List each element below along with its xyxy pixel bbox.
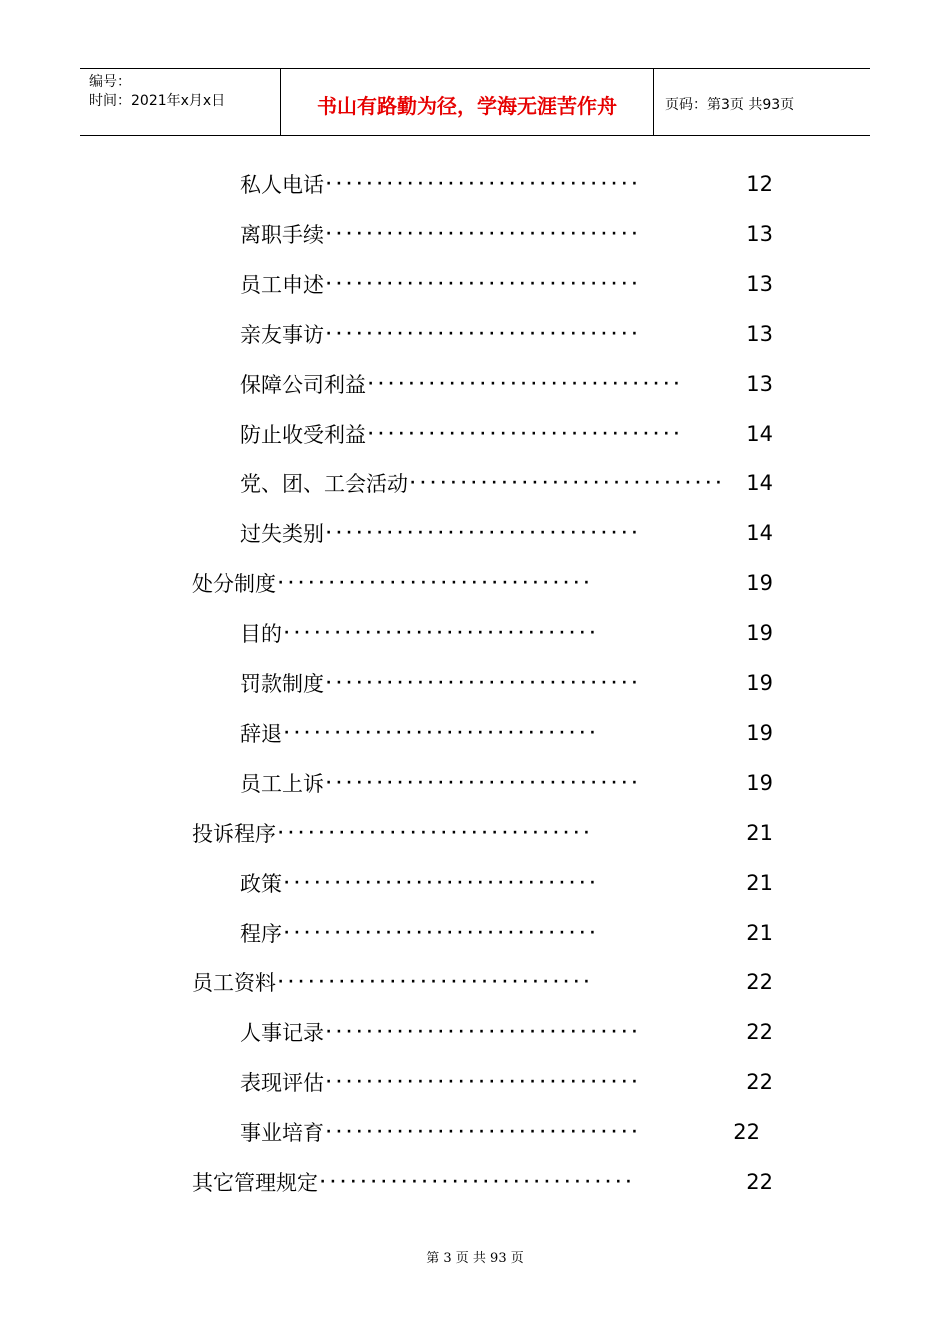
dot-leader: · · · · · · · · · · · · · · · · · · · · · · · · · · · · · · ·	[326, 525, 638, 541]
toc-entry-title: 辞退	[240, 722, 282, 746]
toc-entry-page-number: 21	[746, 871, 773, 895]
toc-entry[interactable]	[240, 369, 773, 399]
dot-leader: · · · · · · · · · · · · · · · · · · · · · · · · · · · · · · ·	[326, 226, 638, 242]
dot-leader: · · · · · · · · · · · · · · · · · · · · · · · · · · · · · · ·	[326, 1124, 638, 1140]
toc-entry-title: 私人电话	[240, 173, 324, 197]
toc-entry-page-number: 13	[746, 222, 773, 246]
dot-leader: · · · · · · · · · · · · · · · · · · · · · · · · · · · · · · ·	[326, 276, 638, 292]
toc-entry[interactable]	[192, 967, 773, 997]
dot-leader: · · · · · · · · · · · · · · · · · · · · · · · · · · · · · · ·	[368, 376, 680, 392]
toc-entry[interactable]	[240, 768, 773, 798]
toc-entry-page-number: 22	[746, 1070, 773, 1094]
toc-entry[interactable]	[192, 818, 773, 848]
toc-entry[interactable]	[240, 468, 773, 498]
toc-entry-title: 其它管理规定	[192, 1171, 318, 1195]
toc-entry-page-number: 13	[746, 372, 773, 396]
toc-entry-title: 防止收受利益	[240, 423, 366, 447]
dot-leader: · · · · · · · · · · · · · · · · · · · · · · · · · · · · · · ·	[326, 675, 638, 691]
toc-entry-title: 员工上诉	[240, 772, 324, 796]
dot-leader: · · · · · · · · · · · · · · · · · · · · · · · · · · · · · · ·	[320, 1174, 632, 1190]
toc-entry-title: 亲友事访	[240, 323, 324, 347]
toc-entry-page-number: 13	[746, 272, 773, 296]
toc-entry-title: 政策	[240, 872, 282, 896]
dot-leader: · · · · · · · · · · · · · · · · · · · · · · · · · · · · · · ·	[278, 974, 590, 990]
toc-entry-page-number: 13	[746, 322, 773, 346]
toc-entry-title: 事业培育	[240, 1121, 324, 1145]
document-number-label: 编号：	[89, 74, 131, 90]
toc-entry-title: 罚款制度	[240, 672, 324, 696]
toc-entry-page-number: 14	[746, 521, 773, 545]
toc-entry-title: 目的	[240, 622, 282, 646]
toc-entry-title: 程序	[240, 922, 282, 946]
dot-leader: · · · · · · · · · · · · · · · · · · · · · · · · · · · · · · ·	[326, 326, 638, 342]
header-meta	[80, 69, 281, 135]
toc-entry[interactable]	[240, 169, 773, 199]
dot-leader: · · · · · · · · · · · · · · · · · · · · · · · · · · · · · · ·	[278, 575, 590, 591]
toc-entry[interactable]	[240, 269, 773, 299]
dot-leader: · · · · · · · · · · · · · · · · · · · · · · · · · · · · · · ·	[326, 176, 638, 192]
dot-leader: · · · · · · · · · · · · · · · · · · · · · · · · · · · · · · ·	[368, 426, 680, 442]
toc-entry-page-number: 21	[746, 921, 773, 945]
dot-leader: · · · · · · · · · · · · · · · · · · · · · · · · · · · · · · ·	[284, 625, 596, 641]
dot-leader: · · · · · · · · · · · · · · · · · · · · · · · · · · · · · · ·	[278, 825, 590, 841]
toc-entry-title: 离职手续	[240, 223, 324, 247]
toc-entry[interactable]	[192, 1167, 773, 1197]
header-page-info: 页码：第3页 共93页	[665, 97, 795, 113]
toc-entry[interactable]	[240, 868, 773, 898]
dot-leader: · · · · · · · · · · · · · · · · · · · · · · · · · · · · · · ·	[284, 725, 596, 741]
toc-entry[interactable]	[240, 618, 773, 648]
toc-entry-page-number: 19	[746, 721, 773, 745]
toc-entry-page-number: 19	[746, 571, 773, 595]
toc-entry-title: 员工申述	[240, 273, 324, 297]
toc-entry[interactable]	[240, 219, 773, 249]
header-motto: 书山有路勤为径，学海无涯苦作舟	[281, 69, 654, 135]
toc-entry-title: 表现评估	[240, 1071, 324, 1095]
toc-entry-page-number: 12	[746, 172, 773, 196]
toc-entry-title: 保障公司利益	[240, 373, 366, 397]
toc-entry[interactable]	[240, 518, 773, 548]
toc-entry[interactable]	[240, 668, 773, 698]
toc-entry[interactable]	[240, 1117, 760, 1147]
toc-entry[interactable]	[240, 1067, 773, 1097]
toc-entry[interactable]	[240, 918, 773, 948]
toc-entry-title: 投诉程序	[192, 822, 276, 846]
toc-entry[interactable]	[240, 419, 773, 449]
toc-entry-page-number: 21	[746, 821, 773, 845]
toc-entry-title: 人事记录	[240, 1021, 324, 1045]
toc-entry-page-number: 19	[746, 671, 773, 695]
document-time-label: 时间：2021年x月x日	[89, 93, 226, 109]
toc-entry-page-number: 19	[746, 771, 773, 795]
toc-entry[interactable]	[240, 319, 773, 349]
toc-entry-page-number: 22	[746, 1020, 773, 1044]
dot-leader: · · · · · · · · · · · · · · · · · · · · · · · · · · · · · · ·	[284, 925, 596, 941]
page-footer: 第 3 页 共 93 页	[426, 1251, 524, 1266]
toc-entry-page-number: 22	[733, 1120, 760, 1144]
toc-entry[interactable]	[240, 1017, 773, 1047]
dot-leader: · · · · · · · · · · · · · · · · · · · · · · · · · · · · · · ·	[284, 875, 596, 891]
toc-entry-page-number: 22	[746, 1170, 773, 1194]
toc-entry[interactable]	[192, 568, 773, 598]
dot-leader: · · · · · · · · · · · · · · · · · · · · · · · · · · · · · · ·	[326, 1074, 638, 1090]
toc-entry-title: 过失类别	[240, 522, 324, 546]
toc-entry-title: 党、团、工会活动	[240, 472, 408, 496]
dot-leader: · · · · · · · · · · · · · · · · · · · · · · · · · · · · · · ·	[326, 775, 638, 791]
toc-entry-page-number: 14	[746, 471, 773, 495]
toc-entry[interactable]	[240, 718, 773, 748]
page-header	[80, 68, 870, 136]
dot-leader: · · · · · · · · · · · · · · · · · · · · · · · · · · · · · · ·	[410, 475, 722, 491]
toc-entry-page-number: 14	[746, 422, 773, 446]
toc-entry-page-number: 19	[746, 621, 773, 645]
toc-entry-title: 处分制度	[192, 572, 276, 596]
dot-leader: · · · · · · · · · · · · · · · · · · · · · · · · · · · · · · ·	[326, 1024, 638, 1040]
toc-entry-page-number: 22	[746, 970, 773, 994]
toc-entry-title: 员工资料	[192, 971, 276, 995]
